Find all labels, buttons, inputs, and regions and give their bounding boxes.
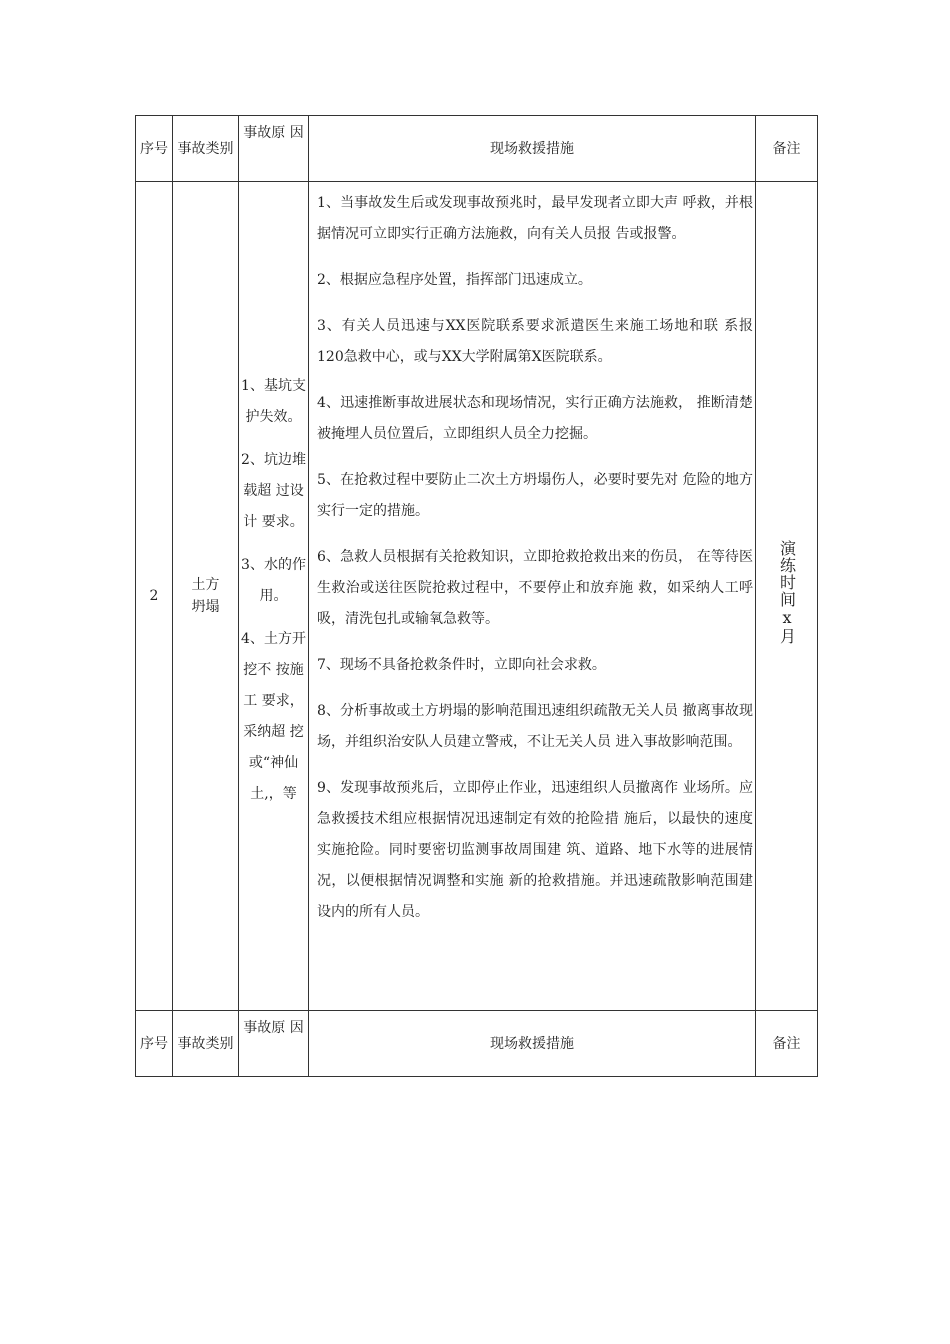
measure-item: 1、当事故发生后或发现事故预兆时，最早发现者立即大声 呼救，并根据情况可立即实行正确方法施救，向有关人员报 告或报警。 xyxy=(317,195,753,242)
measure-item: 6、急救人员根据有关抢救知识，立即抢救抢救出来的伤员， 在等待医生救治或送往医院抢救过程中，不要停止和放弃施 救，如采纳人工呼吸，清洗包扎或输氧急救等。 xyxy=(317,549,753,627)
header-category: 事故类别 xyxy=(173,1011,239,1077)
table-header-row-repeat xyxy=(136,1011,818,1077)
header-seq: 序号 xyxy=(136,116,173,182)
cause-item: 1、基坑支护失效。 xyxy=(241,377,306,425)
header-remark: 备注 xyxy=(756,116,818,182)
measure-item: 7、现场不具备抢救条件时，立即向社会求救。 xyxy=(317,657,606,673)
measure-item: 4、迅速推断事故进展状态和现场情况，实行正确方法施救， 推断清楚被掩埋人员位置后，立即组织人员全力挖掘。 xyxy=(317,395,753,442)
header-cause: 事故原 因 xyxy=(239,1011,309,1077)
header-measures: 现场救援措施 xyxy=(309,116,756,182)
measure-item: 8、分析事故或土方坍塌的影响范围迅速组织疏散无关人员 撤离事故现场，并组织治安队人员建立警戒，不让无关人员 进入事故影响范围。 xyxy=(317,703,753,750)
row-causes xyxy=(239,182,309,1011)
measure-item: 9、发现事故预兆后，立即停止作业，迅速组织人员撤离作 业场所。应急救援技术组应根据情况迅速制定有效的抢险措 施后，以最快的速度实施抢险。同时要密切监测事故周围建 筑、道路、地下水等的进展情况，以便根据情况调整和实施 新的抢救措施。并迅速疏散影响范围建设内的所有人员。 xyxy=(317,780,753,920)
header-seq: 序号 xyxy=(136,1011,173,1077)
header-measures: 现场救援措施 xyxy=(309,1011,756,1077)
header-cause: 事故原 因 xyxy=(239,116,309,182)
measure-item: 2、根据应急程序处置，指挥部门迅速成立。 xyxy=(317,272,592,288)
measure-item: 3、有关人员迅速与XX医院联系要求派遣医生来施工场地和联 系报120急救中心，或与XX大学附属第X医院联系。 xyxy=(317,318,753,365)
table-row xyxy=(136,182,818,1011)
row-measures xyxy=(309,182,756,1011)
header-remark: 备注 xyxy=(756,1011,818,1077)
measure-item: 5、在抢救过程中要防止二次土方坍塌伤人，必要时要先对 危险的地方实行一定的措施。 xyxy=(317,472,753,519)
table-header-row xyxy=(136,116,818,182)
emergency-rescue-table xyxy=(135,115,818,1077)
row-remark-cell xyxy=(756,182,818,1011)
cause-item: 4、土方开挖不 按施工 要求， 采纳超 挖或“神仙土,，等 xyxy=(241,630,306,802)
header-category: 事故类别 xyxy=(173,116,239,182)
cause-item: 2、坑边堆载超 过设计 要求。 xyxy=(241,451,306,530)
row-seq: 2 xyxy=(136,182,173,1011)
cause-item: 3、水的作用。 xyxy=(241,556,306,604)
row-category: 土方坍塌 xyxy=(173,182,239,1011)
row-remark: 演练时间x月 xyxy=(777,540,797,645)
